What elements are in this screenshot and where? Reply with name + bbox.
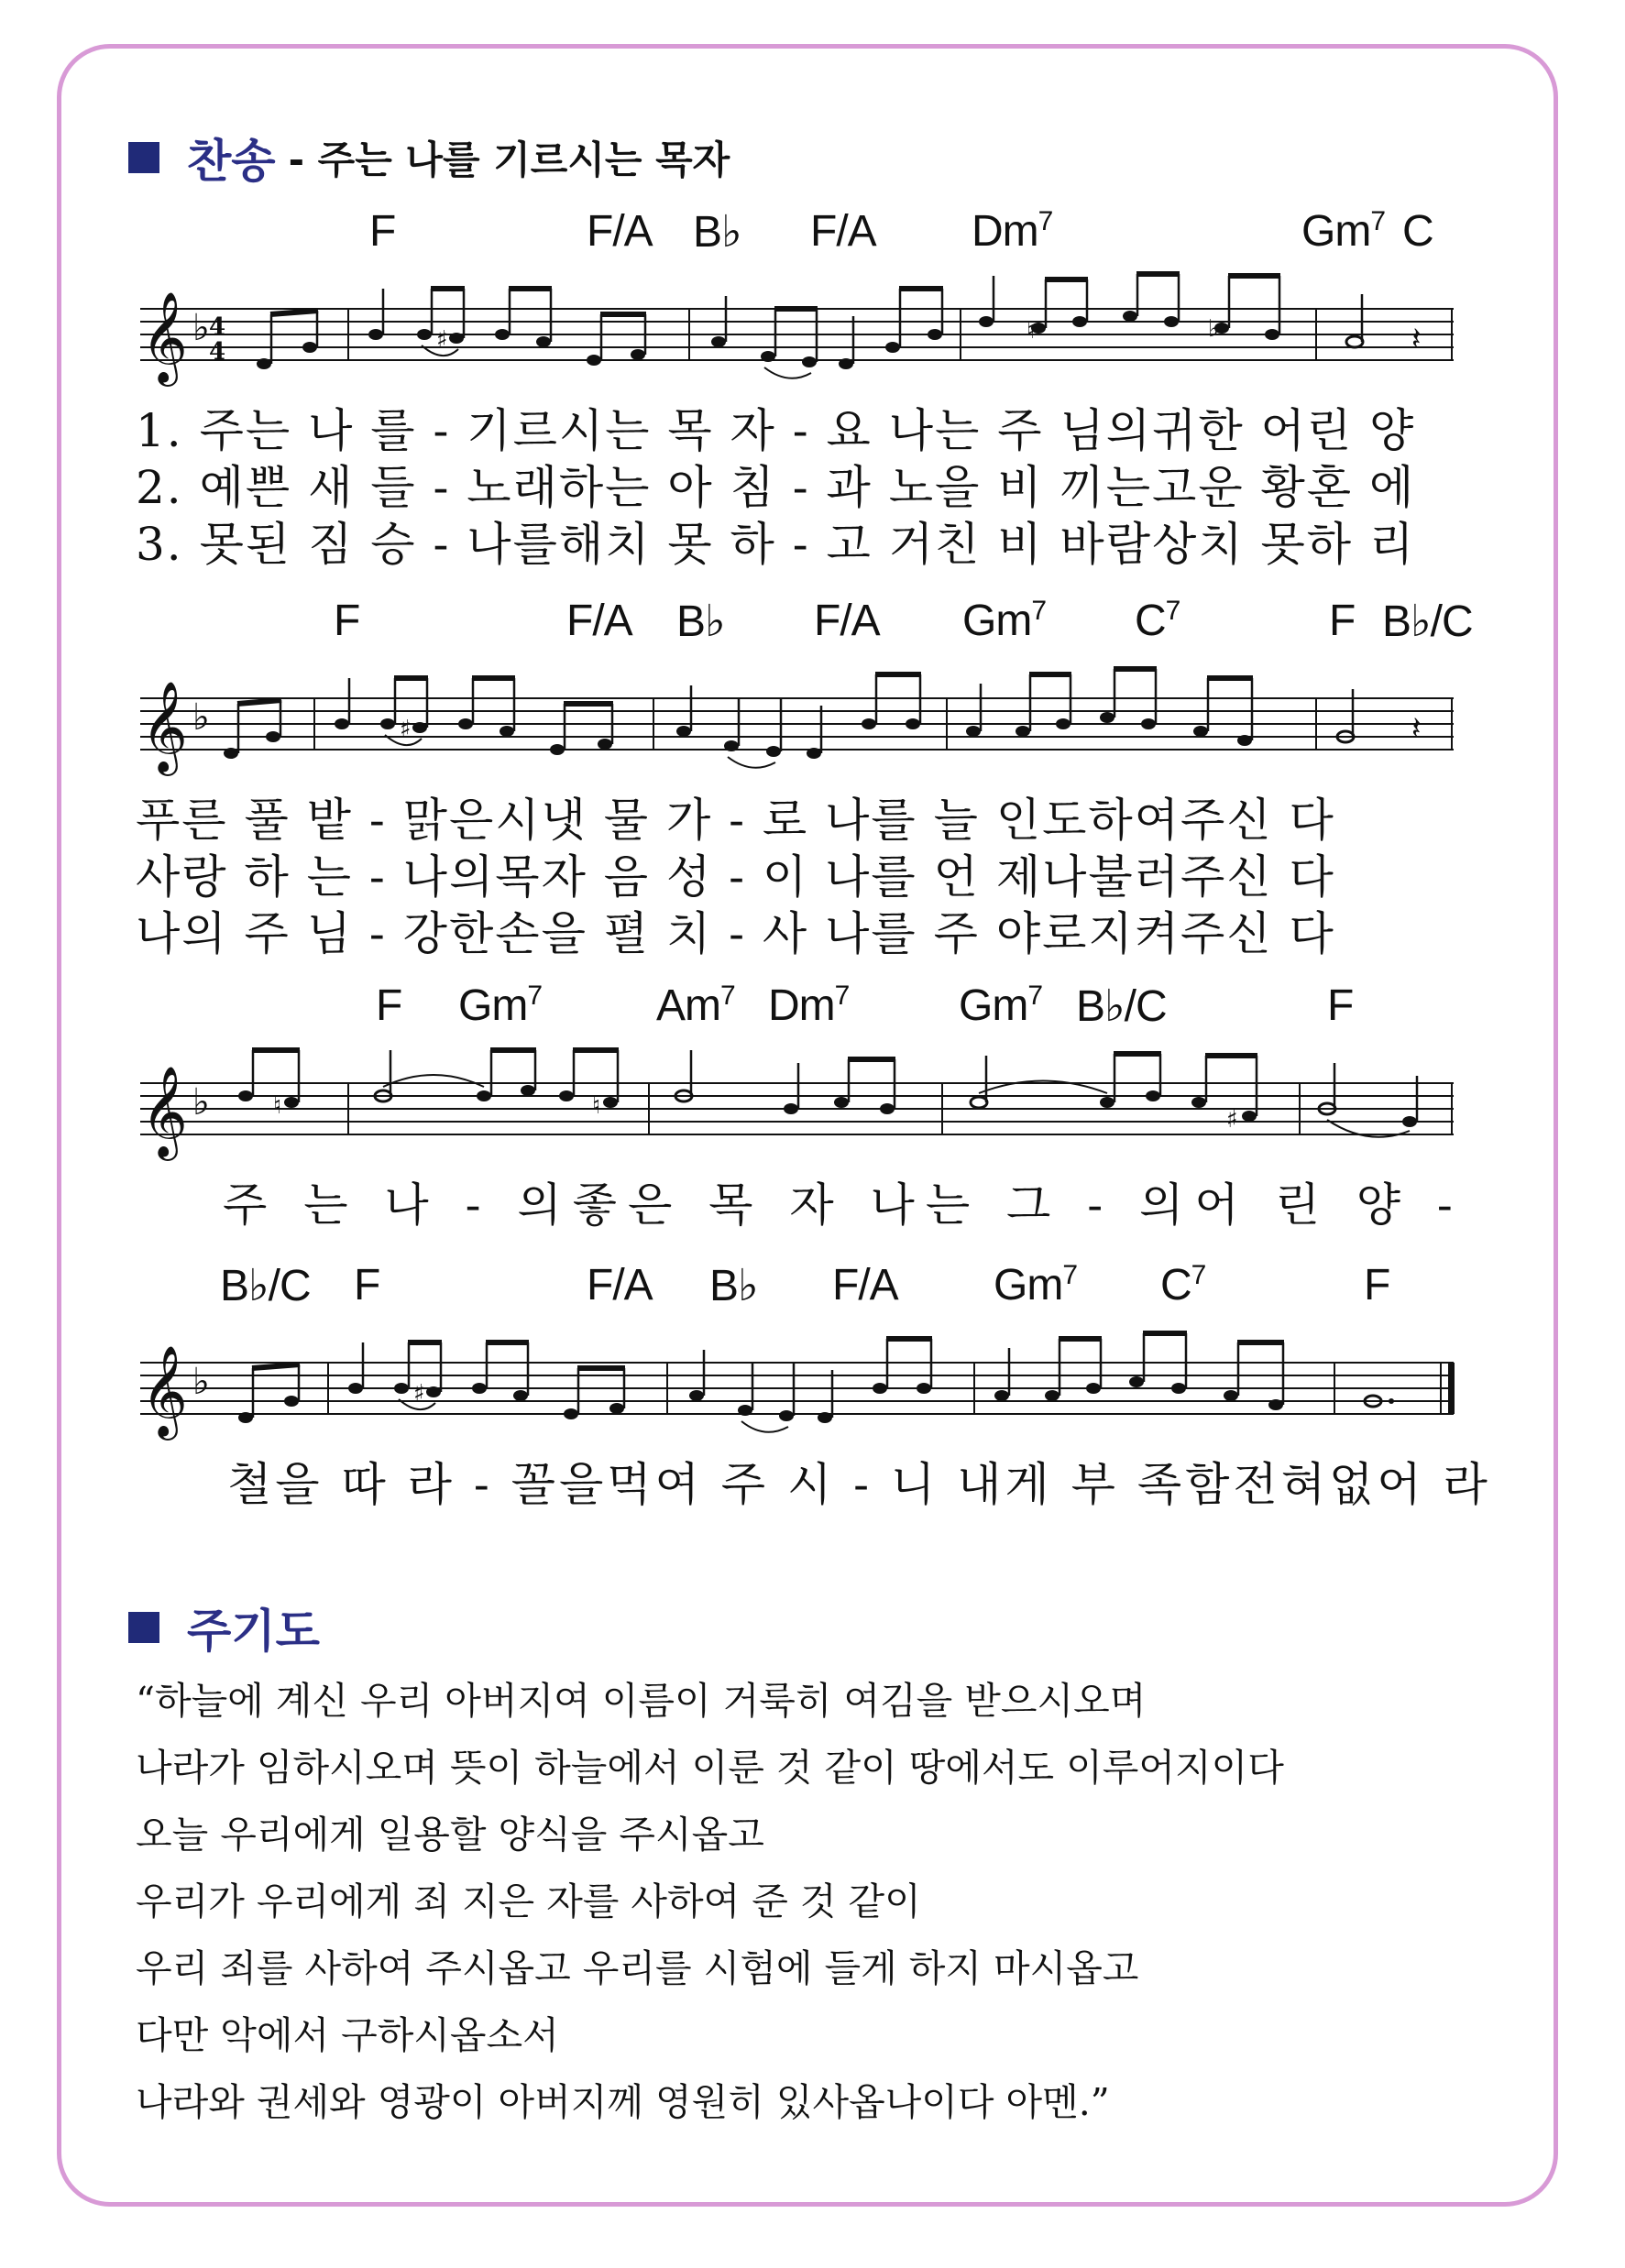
chord-symbol: Gm$^7$	[1301, 206, 1386, 256]
prayer-line: 오늘 우리에게 일용할 양식을 주시옵고	[136, 1813, 764, 1857]
section-bullet-square	[128, 142, 159, 173]
staff-notation	[136, 1035, 1474, 1182]
svg-text:♭: ♭	[1208, 315, 1220, 343]
svg-text:4: 4	[209, 313, 226, 341]
chord-symbol: Gm$^7$	[994, 1260, 1078, 1309]
chord-symbol: F	[369, 207, 396, 256]
chord-symbol: Dm$^7$	[972, 206, 1053, 256]
chord-symbol: Gm$^7$	[962, 596, 1047, 645]
chord-symbol: F/A	[566, 597, 632, 645]
chord-symbol: F/A	[587, 207, 653, 256]
chord-symbol: Dm$^7$	[768, 981, 850, 1030]
music-system-3	[136, 981, 1474, 1255]
chord-symbol: Gm$^7$	[959, 981, 1043, 1030]
prayer-line: 우리 죄를 사하여 주시옵고 우리를 시험에 들게 하지 마시옵고	[136, 1946, 1139, 1990]
lyric-line: 사랑 하 는 - 나의목자 음 성 - 이 나를 언 제나불러주신 다	[136, 850, 1335, 904]
chord-symbol: F/A	[587, 1261, 653, 1309]
chord-symbol: F	[1364, 1261, 1390, 1309]
prayer-line: 나라가 임하시오며 뜻이 하늘에서 이룬 것 같이 땅에서도 이루어지이다	[136, 1746, 1284, 1790]
svg-text:♭: ♭	[192, 1081, 210, 1123]
chord-symbol: Am$^7$	[656, 981, 735, 1030]
svg-text:♯: ♯	[1226, 1106, 1238, 1134]
lyric-line: 푸른 풀 밭 - 맑은시냇 물 가 - 로 나를 늘 인도하여주신 다	[136, 794, 1335, 847]
staff-notation	[136, 1315, 1474, 1462]
svg-text:𝄞: 𝄞	[141, 291, 188, 383]
svg-text:𝄽: 𝄽	[1411, 321, 1422, 357]
prayer-heading	[128, 1594, 320, 1660]
svg-text:♮: ♮	[592, 1092, 601, 1120]
chord-symbol: B♭/C	[1382, 597, 1473, 646]
svg-text:♮: ♮	[1027, 317, 1036, 345]
chord-symbol: F	[376, 981, 402, 1030]
lyric-line: 나의 주 님 - 강한손을 펼 치 - 사 나를 주 야로지켜주신 다	[136, 907, 1335, 960]
prayer-line: “하늘에 계신 우리 아버지여 이름이 거룩히 여김을 받으시오며	[136, 1679, 1147, 1723]
svg-text:♮: ♮	[273, 1092, 282, 1120]
svg-text:𝄞: 𝄞	[141, 1345, 188, 1437]
hymn-title: - 주는 나를 기르시는 목자	[288, 137, 730, 182]
prayer-line: 나라와 권세와 영광이 아버지께 영원히 있사옵나이다 아멘.”	[136, 2080, 1110, 2124]
staff-notation	[136, 261, 1474, 408]
svg-text:♯: ♯	[400, 716, 412, 743]
lyric-line: 철을 따 라 - 꼴을먹여 주 시 - 니 내게 부 족함전혀없어 라	[227, 1458, 1491, 1511]
music-system-2	[136, 596, 1474, 962]
chord-symbol: $C^7$	[1160, 1260, 1206, 1309]
chord-symbol: F	[1327, 981, 1354, 1030]
chord-symbol: Gm$^7$	[458, 981, 543, 1030]
lyric-line: 3. 못된 짐 승 - 나를해치 못 하 - 고 거친 비 바람상치 못하 리	[136, 518, 1416, 571]
svg-text:𝄽: 𝄽	[1411, 710, 1422, 747]
prayer-label: 주기도	[187, 1605, 320, 1658]
chord-symbol: B♭	[693, 208, 741, 257]
chord-symbol: B♭	[709, 1262, 758, 1310]
chord-symbol: F	[334, 597, 360, 645]
chord-symbol: F	[1329, 597, 1356, 645]
svg-text:♯: ♯	[436, 326, 448, 354]
chord-symbol: C	[1402, 207, 1433, 256]
hymn-label: 찬송	[187, 135, 276, 188]
svg-text:𝄞: 𝄞	[141, 1066, 188, 1157]
music-system-4	[136, 1260, 1491, 1535]
svg-text:♭: ♭	[192, 696, 210, 739]
hymn-heading	[128, 125, 730, 191]
chord-symbol: F	[354, 1261, 380, 1309]
svg-text:♭: ♭	[192, 307, 210, 349]
chord-symbol: F/A	[814, 597, 880, 645]
chord-symbol: B♭/C	[1076, 982, 1167, 1031]
staff-notation	[136, 651, 1474, 797]
svg-text:♯: ♯	[413, 1380, 425, 1408]
svg-text:♭: ♭	[192, 1361, 210, 1403]
chord-symbol: F/A	[810, 207, 876, 256]
svg-text:4: 4	[209, 338, 226, 366]
chord-symbol: $C^7$	[1135, 596, 1180, 645]
chord-symbol: B♭	[676, 597, 725, 646]
music-system-1	[136, 206, 1474, 573]
lyric-line: 1. 주는 나 를 - 기르시는 목 자 - 요 나는 주 님의귀한 어린 양	[136, 404, 1416, 457]
chord-symbol: F/A	[832, 1261, 898, 1309]
lyric-line: 2. 예쁜 새 들 - 노래하는 아 침 - 과 노을 비 끼는고운 황혼 에	[136, 461, 1416, 514]
chord-symbol: B♭/C	[220, 1262, 311, 1310]
lyric-line: 주 는 나 - 의좋은 목 자 나는 그 - 의어 린 양 -	[223, 1178, 1464, 1232]
prayer-line: 다만 악에서 구하시옵소서	[136, 2013, 559, 2057]
lords-prayer-text	[136, 1668, 1284, 2136]
section-bullet-square	[128, 1612, 159, 1643]
prayer-line: 우리가 우리에게 죄 지은 자를 사하여 준 것 같이	[136, 1879, 921, 1923]
svg-text:𝄞: 𝄞	[141, 681, 188, 772]
